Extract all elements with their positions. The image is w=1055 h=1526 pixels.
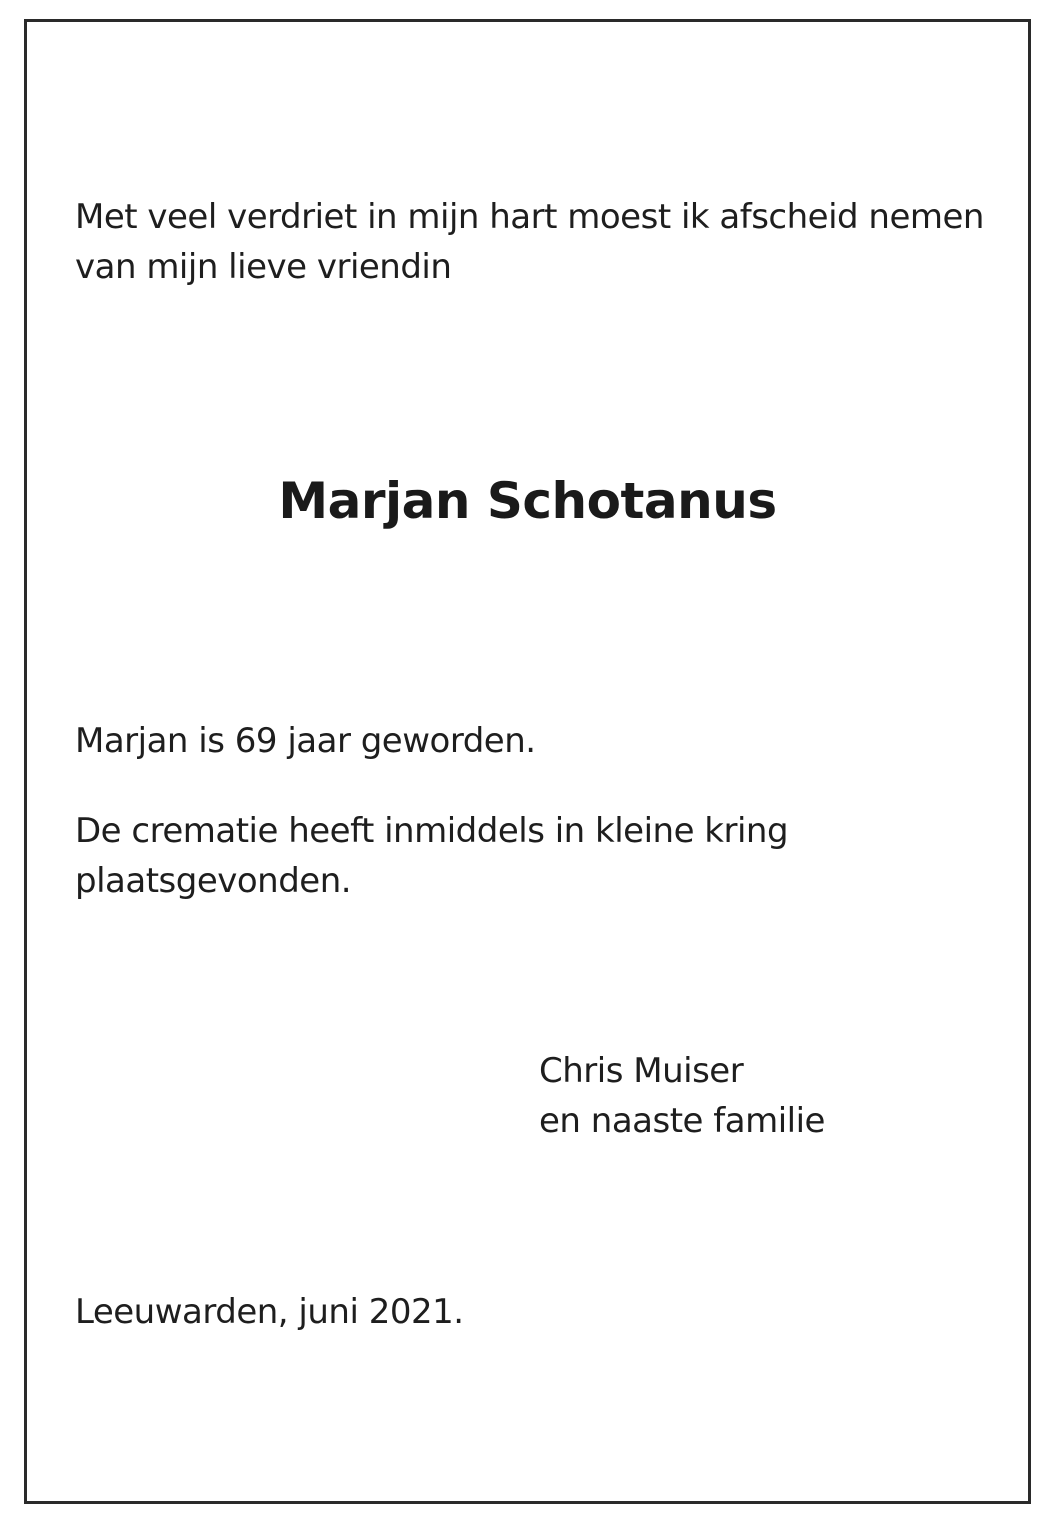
cremation-text bbox=[75, 806, 788, 906]
deceased-name: Marjan Schotanus bbox=[278, 472, 777, 530]
intro-text bbox=[75, 192, 984, 292]
place-date: Leeuwarden, juni 2021. bbox=[75, 1292, 464, 1332]
cremation-line: plaatsgevonden. bbox=[75, 861, 352, 901]
intro-line: van mijn lieve vriendin bbox=[75, 247, 452, 287]
signature-line: Chris Muiser bbox=[539, 1051, 744, 1091]
cremation-line: De crematie heeft inmiddels in kleine kring bbox=[75, 811, 789, 851]
signature-line: en naaste familie bbox=[539, 1101, 825, 1141]
intro-line: Met veel verdriet in mijn hart moest ik afscheid nemen bbox=[75, 197, 984, 237]
signature bbox=[539, 1046, 825, 1146]
age-text: Marjan is 69 jaar geworden. bbox=[75, 721, 536, 761]
